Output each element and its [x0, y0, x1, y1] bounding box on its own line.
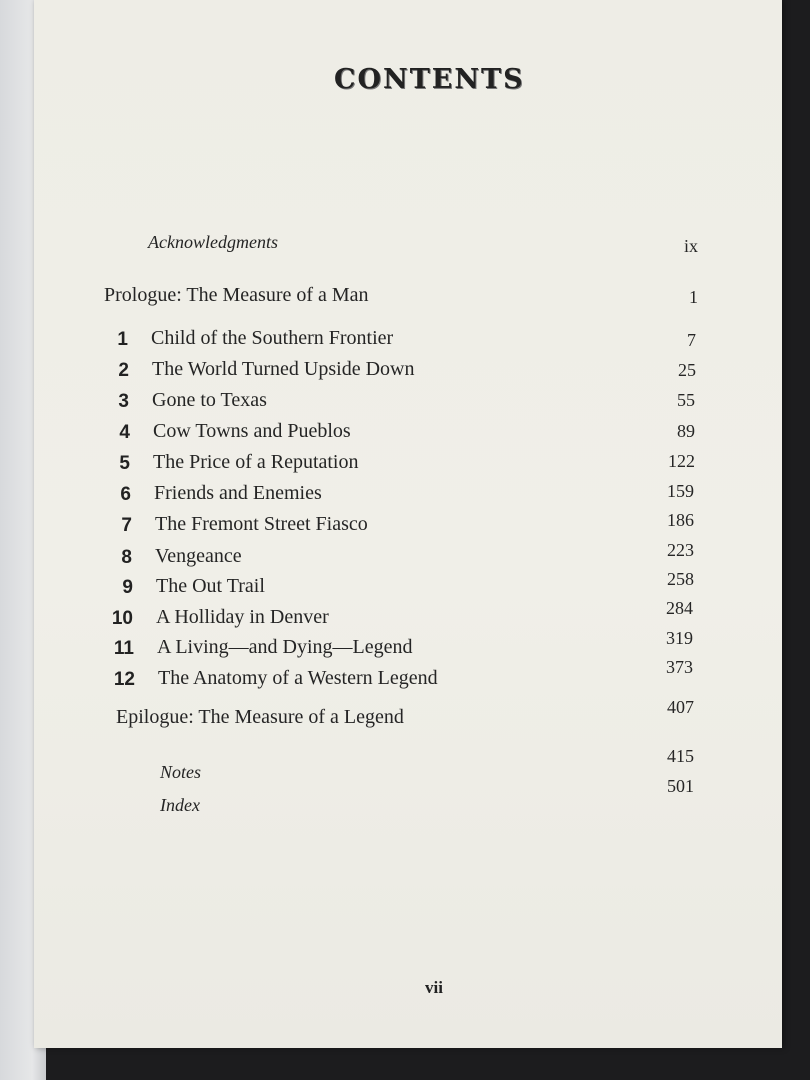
chapter-title: The Out Trail: [156, 575, 265, 597]
toc-index-page: 501: [667, 776, 694, 796]
chapter-title: A Holliday in Denver: [156, 606, 329, 628]
toc-prologue: Prologue: The Measure of a Man: [104, 284, 369, 306]
chapter-number: 4: [119, 422, 130, 443]
chapter-page-number: 223: [667, 540, 694, 560]
chapter-number: 7: [121, 515, 132, 536]
chapter-number: 11: [113, 638, 134, 659]
chapter-title: Child of the Southern Frontier: [151, 327, 394, 349]
chapter-title: Friends and Enemies: [154, 482, 322, 504]
chapter-page-number: 319: [666, 628, 693, 648]
toc-epilogue: Epilogue: The Measure of a Legend: [116, 706, 404, 728]
chapter-number: 3: [118, 391, 129, 412]
toc-acknowledgments-page: ix: [683, 236, 698, 256]
chapter-page-number: 55: [677, 390, 695, 410]
toc-notes-page: 415: [667, 746, 694, 766]
chapter-number: 1: [117, 329, 128, 350]
chapter-page-number: 122: [668, 451, 695, 471]
page-number: vii: [425, 978, 443, 997]
toc-index: Index: [160, 795, 200, 815]
page-title: CONTENTS: [334, 64, 525, 95]
chapter-page-number: 186: [667, 510, 694, 530]
chapter-title: The Anatomy of a Western Legend: [158, 667, 438, 689]
chapter-number: 9: [122, 577, 133, 598]
chapter-page-number: 284: [666, 598, 693, 618]
chapter-page-number: 7: [687, 330, 696, 350]
chapter-page-number: 89: [677, 421, 695, 441]
chapter-page-number: 373: [666, 657, 693, 677]
chapter-title: A Living—and Dying—Legend: [157, 636, 413, 658]
chapter-page-number: 258: [667, 569, 694, 589]
chapter-number: 8: [121, 547, 132, 568]
toc-prologue-page: 1: [689, 287, 698, 307]
chapter-title: Cow Towns and Pueblos: [153, 420, 351, 442]
chapter-number: 2: [118, 360, 129, 381]
chapter-number: 5: [119, 453, 130, 474]
chapter-title: The World Turned Upside Down: [152, 358, 415, 380]
toc-acknowledgments: Acknowledgments: [148, 232, 278, 252]
chapter-number: 10: [111, 608, 133, 629]
chapter-page-number: 25: [678, 360, 696, 380]
chapter-title: Gone to Texas: [152, 389, 267, 411]
chapter-title: The Fremont Street Fiasco: [155, 513, 368, 535]
chapter-page-number: 159: [667, 481, 694, 501]
toc-epilogue-page: 407: [667, 697, 694, 717]
book-page: [34, 0, 782, 1048]
chapter-title: Vengeance: [155, 545, 242, 567]
chapter-number: 6: [120, 484, 131, 505]
toc-notes: Notes: [160, 762, 202, 782]
chapter-number: 12: [113, 669, 135, 690]
chapter-title: The Price of a Reputation: [153, 451, 359, 473]
